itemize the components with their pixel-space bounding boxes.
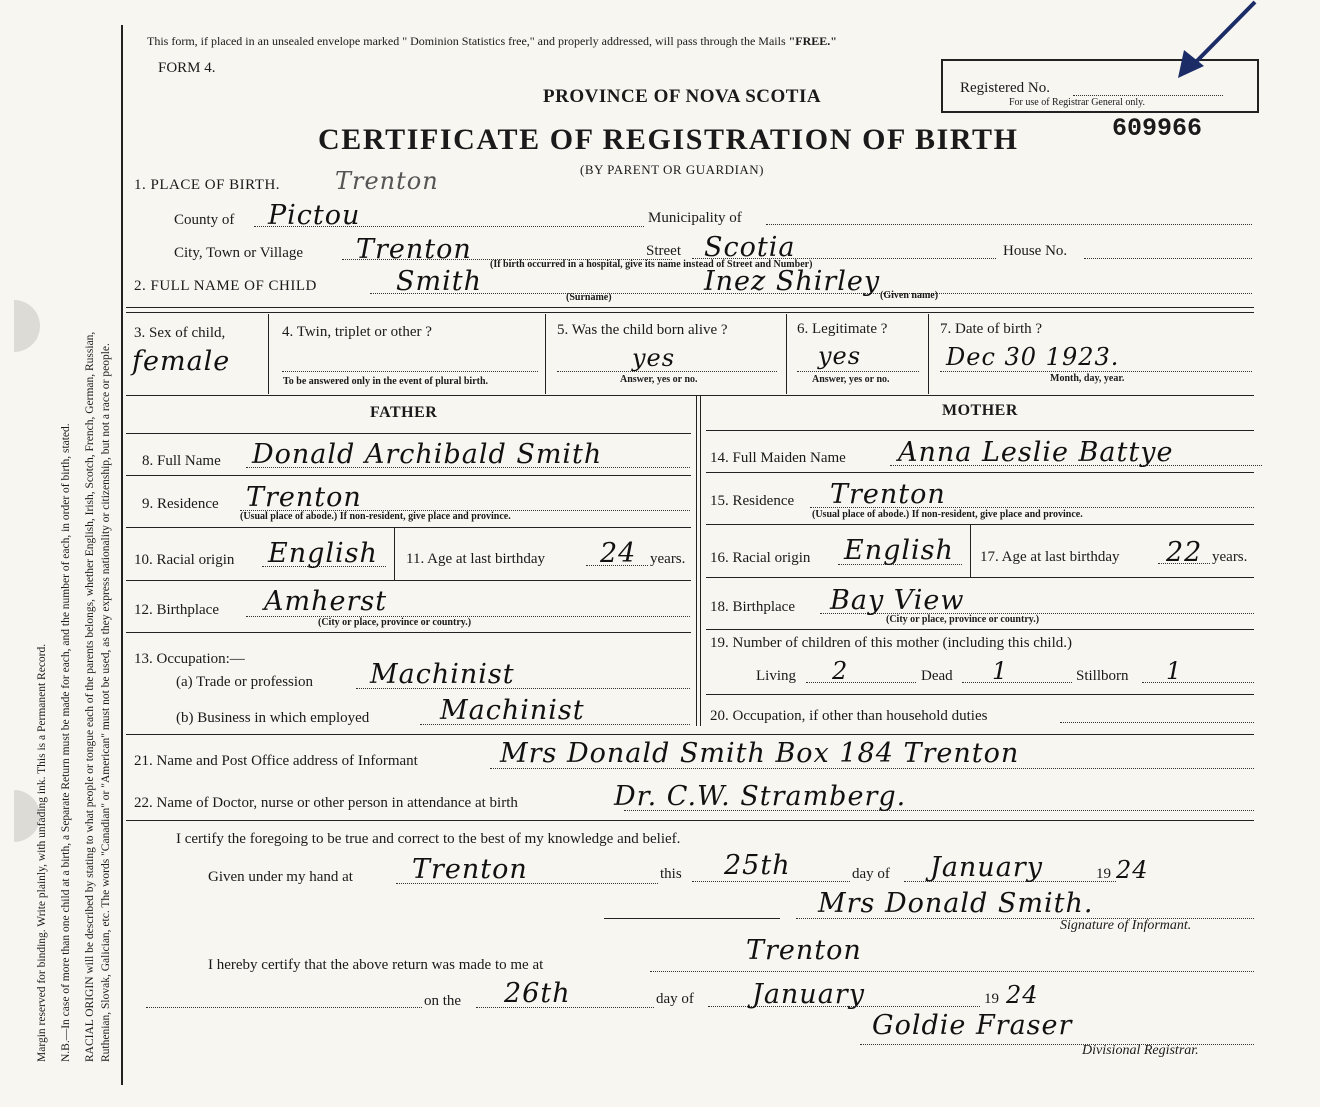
alive-note: Answer, yes or no. [620,374,698,385]
legitimate-note: Answer, yes or no. [812,374,890,385]
given-day-value: 25th [724,850,791,881]
form-number: FORM 4. [158,60,216,76]
given-year-prefix: 19 [1096,866,1111,882]
twin-note: To be answered only in the event of plural birth. [283,376,489,387]
place-of-birth-label: 1. PLACE OF BIRTH. [134,177,281,193]
father-name-value: Donald Archibald Smith [252,439,603,470]
father-heading: FATHER [370,404,438,421]
registrar-day-of-label: day of [656,991,694,1007]
registrar-signature: Goldie Fraser [872,1010,1073,1041]
informant-signature: Mrs Donald Smith. [818,888,1094,919]
day-of-label: day of [852,866,890,882]
margin-rule [121,25,123,1085]
father-name-label: 8. Full Name [142,453,221,469]
given-name-caption: (Given name) [880,290,939,301]
document-subtitle: (BY PARENT OR GUARDIAN) [580,162,765,177]
father-residence-value: Trenton [246,482,362,513]
doctor-value: Dr. C.W. Stramberg. [614,781,907,812]
county-label: County of [174,212,235,228]
registrar-statement: I hereby certify that the above return was made to me at [208,957,544,973]
informant-certify-statement: I certify the foregoing to be true and correct to the best of my knowledge and belief. [176,831,681,847]
father-age-label: 11. Age at last birthday [406,551,545,567]
dob-label: 7. Date of birth ? [940,321,1043,337]
stillborn-value: 1 [1166,657,1183,685]
street-value: Scotia [704,232,796,263]
given-under-label: Given under my hand at [208,869,353,885]
municipality-label: Municipality of [648,210,742,226]
mother-heading: MOTHER [942,402,1018,419]
mother-occupation-label: 20. Occupation, if other than household duties [710,708,988,724]
children-label: 19. Number of children of this mother (including this child.) [710,635,1073,651]
legitimate-value: yes [818,342,862,370]
mother-residence-value: Trenton [830,479,946,510]
binding-margin [0,0,120,1107]
dead-label: Dead [921,668,953,684]
on-the-label: on the [424,993,462,1009]
this-label: this [660,866,682,882]
business-value: Machinist [440,695,585,726]
sex-label: 3. Sex of child, [134,325,226,341]
mother-residence-note: (Usual place of abode.) If non-resident, give place and province. [812,509,1083,520]
registrar-month-value: January [752,979,865,1010]
father-birthplace-note: (City or place, province or country.) [318,617,472,628]
registered-no-label: Registered No. [960,80,1050,96]
margin-note-racial-origin-cont: Ruthenian, Slovak, Galician, etc. The words "Canadian" or "American" must not be used, as they express nationality or citizenship, but not a race or people. [100,343,112,1062]
hospital-note: (If birth occurred in a hospital, give its name instead of Street and Number) [490,259,813,270]
informant-signature-caption: Signature of Informant. [1060,918,1192,933]
child-given-name: Inez Shirley [704,266,881,297]
informant-value: Mrs Donald Smith Box 184 Trenton [500,738,1020,769]
informant-label: 21. Name and Post Office address of Informant [134,753,418,769]
dob-value: Dec 30 1923. [946,343,1120,371]
mail-notice [147,34,837,49]
free-label: "FREE." [788,34,837,48]
registrar-signature-caption: Divisional Registrar. [1082,1043,1199,1058]
father-occupation-label: 13. Occupation:— [134,651,245,667]
father-age-value: 24 [600,538,637,569]
mother-birthplace-label: 18. Birthplace [710,599,795,615]
business-label: (b) Business in which employed [176,710,370,726]
sex-value: female [132,346,231,377]
father-birthplace-value: Amherst [264,586,388,617]
city-value: Trenton [356,234,472,265]
child-surname: Smith [396,266,482,297]
mother-years-label: years. [1212,549,1248,565]
stillborn-label: Stillborn [1076,668,1129,684]
given-month-value: January [930,852,1043,883]
doctor-label: 22. Name of Doctor, nurse or other person in attendance at birth [134,795,518,811]
child-name-label: 2. FULL NAME OF CHILD [134,278,317,294]
given-place-value: Trenton [412,854,528,885]
mother-residence-label: 15. Residence [710,493,795,509]
father-residence-note: (Usual place of abode.) If non-resident, give place and province. [240,511,511,522]
trade-label: (a) Trade or profession [176,674,314,690]
registrar-year-prefix: 19 [984,991,999,1007]
margin-note-nb: N.B.—In case of more than one child at a birth, a Separate Return must be made for each, and the number of each, in order of birth, stated. [60,423,72,1062]
dead-value: 1 [992,657,1009,685]
trade-value: Machinist [370,659,515,690]
place-of-birth-value: Trenton [335,167,439,195]
house-no-label: House No. [1003,243,1068,259]
given-year-value: 24 [1116,856,1149,884]
province-heading: PROVINCE OF NOVA SCOTIA [543,86,822,107]
document-title: CERTIFICATE OF REGISTRATION OF BIRTH [318,123,1019,156]
ink-arrow-mark [1170,0,1260,82]
alive-label: 5. Was the child born alive ? [557,322,728,338]
father-years-label: years. [650,551,686,567]
punch-hole [14,300,40,352]
registrar-use-note: For use of Registrar General only. [1009,97,1145,108]
father-racial-label: 10. Racial origin [134,552,235,568]
rule [126,312,1254,313]
mail-notice-text: This form, if placed in an unsealed envelope marked " Dominion Statistics free," and properly addressed, will pass through the Mails [147,34,786,48]
certificate-number: 609966 [1112,114,1203,143]
margin-note-racial-origin: RACIAL ORIGIN will be described by stating to what people or tongue each of the parents belongs, whether English, Irish, Scotch, French, German, Russian, [84,331,96,1062]
father-racial-value: English [268,538,378,569]
rule [126,307,1254,308]
legitimate-label: 6. Legitimate ? [797,321,888,337]
margin-note-binding: Margin reserved for binding. Write plainly, with unfading ink. This is a Permanent Record. [36,643,48,1062]
father-birthplace-label: 12. Birthplace [134,602,219,618]
mother-age-label: 17. Age at last birthday [980,549,1120,565]
registrar-year-value: 24 [1006,981,1039,1009]
mother-birthplace-value: Bay View [830,585,965,616]
twin-label: 4. Twin, triplet or other ? [282,324,432,340]
dob-note: Month, day, year. [1050,373,1125,384]
living-value: 2 [832,657,849,685]
mother-age-value: 22 [1166,537,1203,568]
alive-value: yes [632,344,676,372]
living-label: Living [756,668,796,684]
mother-racial-value: English [844,535,954,566]
street-label: Street [646,243,681,259]
mother-racial-label: 16. Racial origin [710,550,811,566]
city-label: City, Town or Village [174,245,304,261]
father-residence-label: 9. Residence [142,496,219,512]
mother-birthplace-note: (City or place, province or country.) [886,614,1040,625]
county-value: Pictou [268,200,361,231]
registrar-day-value: 26th [504,978,571,1009]
registrar-place-value: Trenton [746,935,862,966]
surname-caption: (Surname) [566,292,612,303]
mother-name-value: Anna Leslie Battye [898,437,1174,468]
mother-name-label: 14. Full Maiden Name [710,450,846,466]
